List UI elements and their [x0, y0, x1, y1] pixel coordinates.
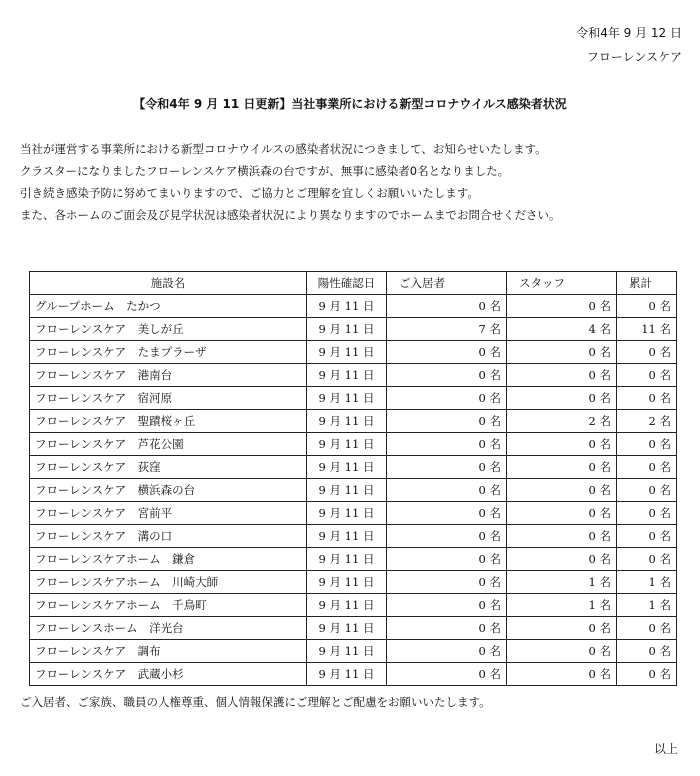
- cell-facility: フローレンスケア 荻窪: [30, 456, 307, 479]
- cell-residents: 0 名: [387, 387, 507, 410]
- cell-facility: フローレンスホーム 洋光台: [30, 617, 307, 640]
- header-residents: ご入居者: [387, 272, 507, 295]
- table-row: [30, 640, 677, 663]
- cell-positive-date: 9 月 11 日: [307, 594, 387, 617]
- cell-residents: 0 名: [387, 594, 507, 617]
- header-total: 累計: [617, 272, 677, 295]
- cell-facility: フローレンスケア 宮前平: [30, 502, 307, 525]
- cell-positive-date: 9 月 11 日: [307, 318, 387, 341]
- cell-staff: 4 名: [507, 318, 617, 341]
- cell-positive-date: 9 月 11 日: [307, 410, 387, 433]
- cell-positive-date: 9 月 11 日: [307, 640, 387, 663]
- closing-mark: 以上: [653, 742, 678, 756]
- cell-facility: フローレンスケアホーム 千鳥町: [30, 594, 307, 617]
- cell-positive-date: 9 月 11 日: [307, 341, 387, 364]
- cell-staff: 0 名: [507, 640, 617, 663]
- cell-staff: 0 名: [507, 364, 617, 387]
- cell-total: 0 名: [617, 341, 677, 364]
- cell-residents: 0 名: [387, 548, 507, 571]
- table-row: [30, 456, 677, 479]
- cell-residents: 0 名: [387, 571, 507, 594]
- cell-residents: 7 名: [387, 318, 507, 341]
- table-row: [30, 341, 677, 364]
- cell-residents: 0 名: [387, 663, 507, 686]
- cell-total: 0 名: [617, 479, 677, 502]
- body-line: 当社が運営する事業所における新型コロナウイルスの感染者状況につきまして、お知らせいたします。: [20, 142, 547, 156]
- body-line: クラスターになりましたフローレンスケア横浜森の台ですが、無事に感染者0名となりました。: [20, 164, 510, 178]
- cell-staff: 0 名: [507, 341, 617, 364]
- cell-staff: 0 名: [507, 387, 617, 410]
- cell-staff: 2 名: [507, 410, 617, 433]
- table-row: [30, 479, 677, 502]
- header-staff: スタッフ: [507, 272, 617, 295]
- cell-facility: フローレンスケアホーム 鎌倉: [30, 548, 307, 571]
- cell-total: 0 名: [617, 663, 677, 686]
- table-row: [30, 571, 677, 594]
- cell-staff: 0 名: [507, 433, 617, 456]
- cell-total: 1 名: [617, 571, 677, 594]
- company-name: フローレンスケア: [586, 50, 682, 64]
- table-row: [30, 387, 677, 410]
- cell-staff: 0 名: [507, 663, 617, 686]
- cell-positive-date: 9 月 11 日: [307, 525, 387, 548]
- cell-total: 0 名: [617, 433, 677, 456]
- cell-staff: 0 名: [507, 502, 617, 525]
- cell-residents: 0 名: [387, 456, 507, 479]
- cell-positive-date: 9 月 11 日: [307, 295, 387, 318]
- table-row: [30, 433, 677, 456]
- table-row: [30, 525, 677, 548]
- cell-positive-date: 9 月 11 日: [307, 663, 387, 686]
- table-row: [30, 663, 677, 686]
- cell-total: 11 名: [617, 318, 677, 341]
- cell-facility: フローレンスケア 調布: [30, 640, 307, 663]
- cell-facility: フローレンスケア 港南台: [30, 364, 307, 387]
- cell-residents: 0 名: [387, 341, 507, 364]
- body-line: 引き続き感染予防に努めてまいりますので、ご協力とご理解を宜しくお願いいたします。: [20, 186, 479, 200]
- cell-total: 0 名: [617, 525, 677, 548]
- cell-residents: 0 名: [387, 617, 507, 640]
- infection-status-table: [29, 271, 677, 686]
- cell-residents: 0 名: [387, 410, 507, 433]
- cell-positive-date: 9 月 11 日: [307, 433, 387, 456]
- cell-residents: 0 名: [387, 479, 507, 502]
- cell-staff: 0 名: [507, 456, 617, 479]
- cell-facility: フローレンスケア たまプラーザ: [30, 341, 307, 364]
- table-body: [30, 295, 677, 686]
- table-row: [30, 594, 677, 617]
- cell-positive-date: 9 月 11 日: [307, 479, 387, 502]
- cell-residents: 0 名: [387, 433, 507, 456]
- cell-positive-date: 9 月 11 日: [307, 387, 387, 410]
- cell-staff: 1 名: [507, 594, 617, 617]
- table-row: [30, 364, 677, 387]
- table-header-row: [30, 272, 677, 295]
- cell-staff: 0 名: [507, 295, 617, 318]
- cell-positive-date: 9 月 11 日: [307, 548, 387, 571]
- document-date: 令和4年 9 月 12 日: [576, 26, 682, 40]
- cell-staff: 0 名: [507, 548, 617, 571]
- cell-facility: フローレンスケア 芦花公園: [30, 433, 307, 456]
- cell-total: 0 名: [617, 640, 677, 663]
- cell-facility: フローレンスケア 横浜森の台: [30, 479, 307, 502]
- cell-facility: フローレンスケア 宿河原: [30, 387, 307, 410]
- table-row: [30, 410, 677, 433]
- cell-total: 0 名: [617, 387, 677, 410]
- cell-facility: フローレンスケア 溝の口: [30, 525, 307, 548]
- cell-facility: フローレンスケア 武蔵小杉: [30, 663, 307, 686]
- cell-facility: フローレンスケア 聖蹟桜ヶ丘: [30, 410, 307, 433]
- table-row: [30, 318, 677, 341]
- cell-residents: 0 名: [387, 364, 507, 387]
- cell-residents: 0 名: [387, 502, 507, 525]
- cell-total: 2 名: [617, 410, 677, 433]
- table-row: [30, 502, 677, 525]
- cell-residents: 0 名: [387, 640, 507, 663]
- footer-note: ご入居者、ご家族、職員の人権尊重、個人情報保護にご理解とご配慮をお願いいたします。: [20, 695, 491, 709]
- table-row: [30, 295, 677, 318]
- cell-total: 1 名: [617, 594, 677, 617]
- cell-residents: 0 名: [387, 525, 507, 548]
- cell-staff: 0 名: [507, 525, 617, 548]
- header-positive-date: 陽性確認日: [307, 272, 387, 295]
- document-title: 【令和4年 9 月 11 日更新】当社事業所における新型コロナウイルス感染者状況: [133, 97, 567, 111]
- table-row: [30, 548, 677, 571]
- cell-total: 0 名: [617, 502, 677, 525]
- cell-facility: グループホーム たかつ: [30, 295, 307, 318]
- cell-total: 0 名: [617, 548, 677, 571]
- cell-staff: 0 名: [507, 479, 617, 502]
- cell-positive-date: 9 月 11 日: [307, 617, 387, 640]
- cell-staff: 1 名: [507, 571, 617, 594]
- cell-staff: 0 名: [507, 617, 617, 640]
- table-row: [30, 617, 677, 640]
- cell-positive-date: 9 月 11 日: [307, 502, 387, 525]
- cell-positive-date: 9 月 11 日: [307, 364, 387, 387]
- cell-facility: フローレンスケアホーム 川崎大師: [30, 571, 307, 594]
- cell-residents: 0 名: [387, 295, 507, 318]
- header-facility: 施設名: [30, 272, 307, 295]
- cell-total: 0 名: [617, 295, 677, 318]
- notice-body: [20, 138, 561, 226]
- cell-positive-date: 9 月 11 日: [307, 571, 387, 594]
- cell-positive-date: 9 月 11 日: [307, 456, 387, 479]
- body-line: また、各ホームのご面会及び見学状況は感染者状況により異なりますのでホームまでお問合せください。: [20, 208, 561, 222]
- cell-total: 0 名: [617, 617, 677, 640]
- cell-total: 0 名: [617, 456, 677, 479]
- cell-total: 0 名: [617, 364, 677, 387]
- cell-facility: フローレンスケア 美しが丘: [30, 318, 307, 341]
